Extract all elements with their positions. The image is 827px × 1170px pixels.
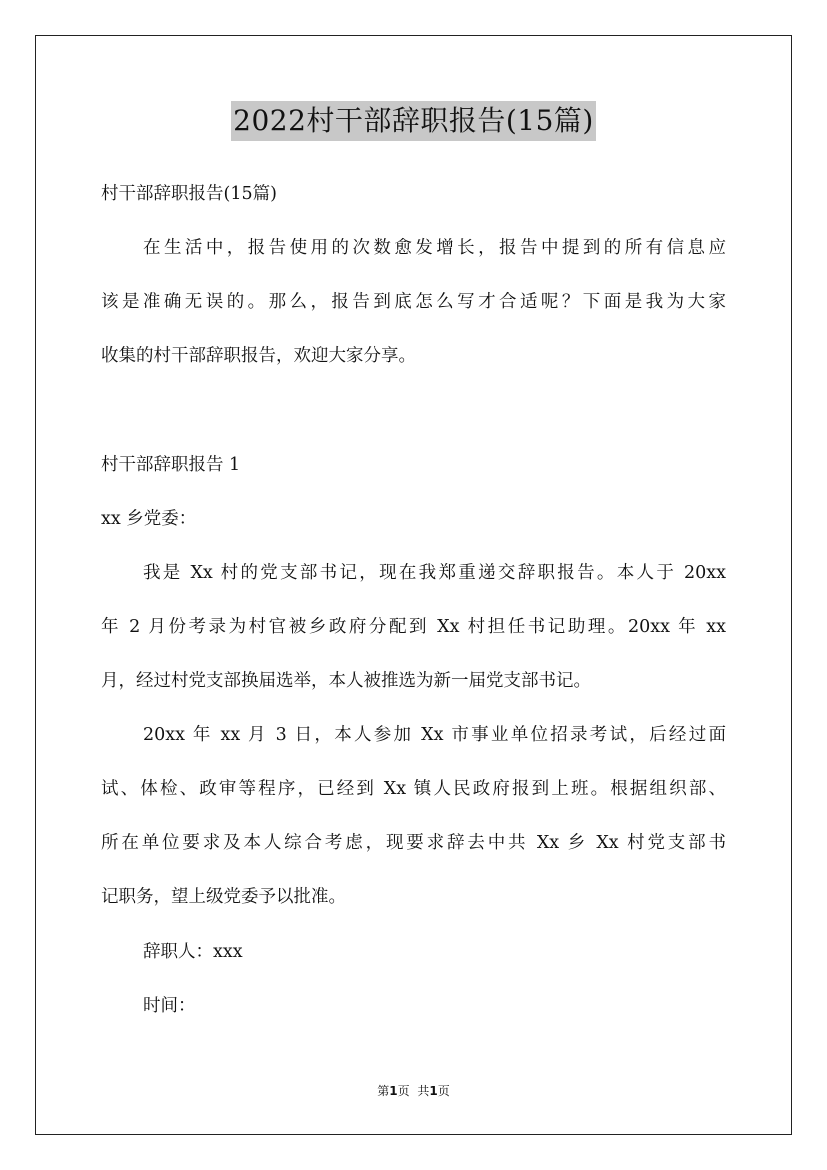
intro-line-3: 收集的村干部辞职报告，欢迎大家分享。 [101,346,416,366]
paragraph2-line-1: 20xx 年 xx 月 3 日，本人参加 Xx 市事业单位招录考试，后经过面 [143,725,726,745]
paragraph2-line-2: 试、体检、政审等程序，已经到 Xx 镇人民政府报到上班。根据组织部、 [101,779,726,799]
document-title: 2022村干部辞职报告(15篇) [231,101,596,141]
intro-line-1: 在生活中，报告使用的次数愈发增长，报告中提到的所有信息应 [143,238,726,258]
date-label: 时间： [143,996,196,1016]
signer: 辞职人：xxx [143,942,243,962]
paragraph1-line-2: 年 2 月份考录为村官被乡政府分配到 Xx 村担任书记助理。20xx 年 xx [101,617,726,637]
footer-total-number: 1 [429,1084,438,1098]
intro-line-2: 该是准确无误的。那么，报告到底怎么写才合适呢？下面是我为大家 [101,292,726,312]
paragraph1-line-3: 月，经过村党支部换届选举，本人被推选为新一届党支部书记。 [101,671,591,691]
salutation: xx 乡党委： [101,509,197,529]
footer-page-suffix: 页 [397,1084,410,1098]
footer-total-prefix: 共 [417,1084,430,1098]
footer-page-number: 1 [389,1084,398,1098]
title-container [0,101,827,141]
paragraph1-line-1: 我是 Xx 村的党支部书记，现在我郑重递交辞职报告。本人于 20xx [143,563,726,583]
footer-page-prefix: 第 [377,1084,390,1098]
section-title: 村干部辞职报告 1 [101,455,241,475]
footer-total-suffix: 页 [437,1084,450,1098]
page-footer [0,1083,827,1099]
paragraph2-line-3: 所在单位要求及本人综合考虑，现要求辞去中共 Xx 乡 Xx 村党支部书 [101,833,726,853]
paragraph2-line-4: 记职务，望上级党委予以批准。 [101,887,346,907]
document-subtitle: 村干部辞职报告(15篇) [101,184,277,204]
